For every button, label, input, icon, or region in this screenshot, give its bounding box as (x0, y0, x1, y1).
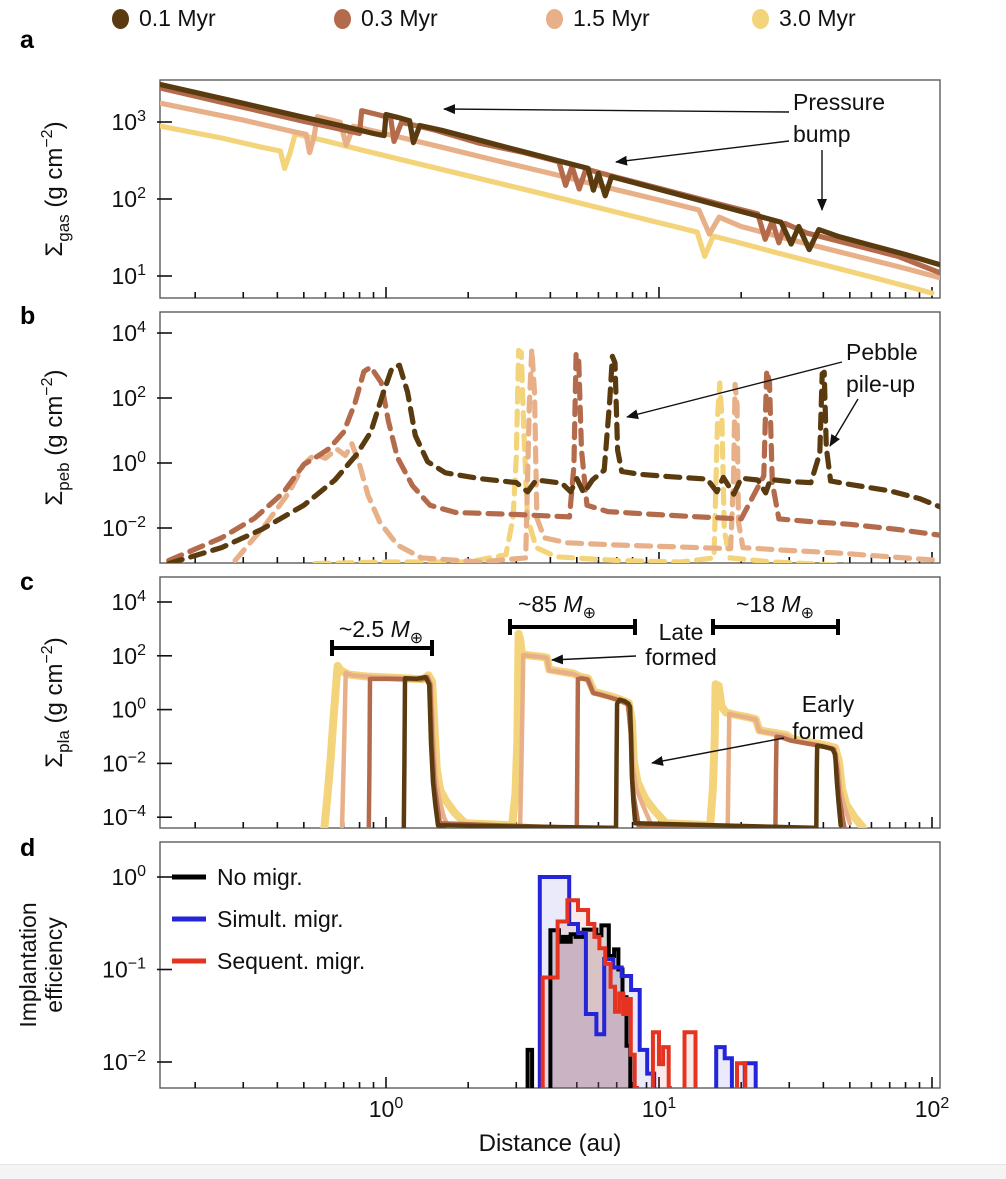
mass-label: ~18 $M_\oplus$ (736, 591, 814, 622)
late-formed-label: Late (658, 619, 704, 645)
y-tick-label: $10^{-2}$ (102, 514, 146, 541)
panel-b-ylabel: $\Sigma_{peb}$ (g $cm^{-2}$) (39, 369, 73, 506)
y-tick-label: $10^1$ (111, 262, 146, 289)
y-tick-label: $10^3$ (111, 108, 146, 135)
y-tick-label: $10^2$ (111, 641, 146, 669)
pressure-bump-label: bump (793, 121, 851, 147)
legend-label: 3.0 Myr (779, 5, 856, 31)
y-tick-label: $10^4$ (111, 588, 146, 615)
legend-label: 0.1 Myr (139, 5, 216, 31)
mass-bracket-1 (510, 591, 635, 635)
late-formed-label: formed (645, 644, 717, 670)
panel-a-ylabel: $\Sigma_{gas}$ (g $cm^{-2}$) (39, 121, 73, 257)
migration-legend-label: Simult. migr. (217, 906, 344, 932)
panel-b (39, 312, 940, 563)
panel-letter-d: d (20, 834, 36, 862)
panel-c-ylabel: $\Sigma_{pla}$ (g $cm^{-2}$) (39, 637, 73, 768)
y-tick-label: $10^{-4}$ (102, 803, 146, 831)
migration-legend-item-1 (172, 906, 344, 932)
pressure-bump-arrow-middle (616, 141, 789, 162)
panel-d-histograms (528, 877, 756, 1088)
early-formed-label: formed (792, 718, 864, 744)
panel-d (15, 842, 940, 1088)
mass-label: ~85 $M_\oplus$ (518, 591, 596, 622)
y-tick-label: $10^0$ (111, 449, 146, 476)
x-tick-label: $10^2$ (914, 1095, 950, 1122)
x-tick-label: $10^1$ (641, 1095, 677, 1122)
y-tick-label: $10^{-1}$ (102, 955, 146, 983)
panel-b-frame (160, 312, 940, 563)
pebble-pileup-arrow-outer (830, 399, 858, 446)
legend-label: 0.3 Myr (361, 5, 438, 31)
panel-a-series (161, 85, 940, 293)
panel-d-ylabel-line: efficiency (41, 917, 67, 1013)
early-formed-label: Early (801, 691, 855, 717)
panel-d-ylabel-line: Implantation (15, 902, 41, 1028)
pressure-bump-arrow-inner (444, 109, 789, 112)
series-0-1-myr (169, 356, 940, 563)
x-tick-label: $10^0$ (368, 1095, 404, 1122)
y-tick-label: $10^{-2}$ (102, 1048, 146, 1075)
legend-label: 1.5 Myr (573, 5, 650, 31)
migration-legend-item-0 (172, 864, 303, 890)
mass-bracket-2 (713, 591, 838, 635)
y-tick-label: $10^2$ (111, 384, 146, 411)
series-1-5-myr (235, 349, 940, 562)
series-3-0-myr (161, 126, 932, 293)
y-tick-label: $10^4$ (111, 319, 146, 346)
y-tick-label: $10^0$ (111, 695, 146, 723)
pebble-pileup-label: Pebble (846, 339, 918, 365)
y-tick-label: $10^0$ (111, 863, 146, 890)
series-0-3-myr (161, 88, 940, 273)
pebble-pileup-label: pile-up (846, 371, 916, 397)
panel-letter-a: a (20, 26, 34, 54)
migration-legend-label: Sequent. migr. (217, 948, 366, 974)
migration-legend-item-2 (172, 948, 365, 974)
mass-label: ~2.5 $M_\oplus$ (338, 616, 424, 647)
page-bottom-strip (0, 1164, 1006, 1179)
y-tick-label: $10^{-2}$ (102, 749, 146, 777)
panel-letter-c: c (20, 568, 34, 596)
panel-c-series (324, 634, 863, 828)
panel-letter-b: b (20, 302, 36, 330)
y-tick-label: $10^2$ (111, 185, 146, 212)
late-formed-arrow (552, 656, 636, 660)
panel-b-series (169, 349, 940, 570)
pressure-bump-label: Pressure (793, 89, 886, 115)
migration-legend-label: No migr. (217, 864, 303, 890)
mass-bracket-0 (332, 616, 432, 656)
x-axis-title: Distance (au) (478, 1130, 622, 1157)
